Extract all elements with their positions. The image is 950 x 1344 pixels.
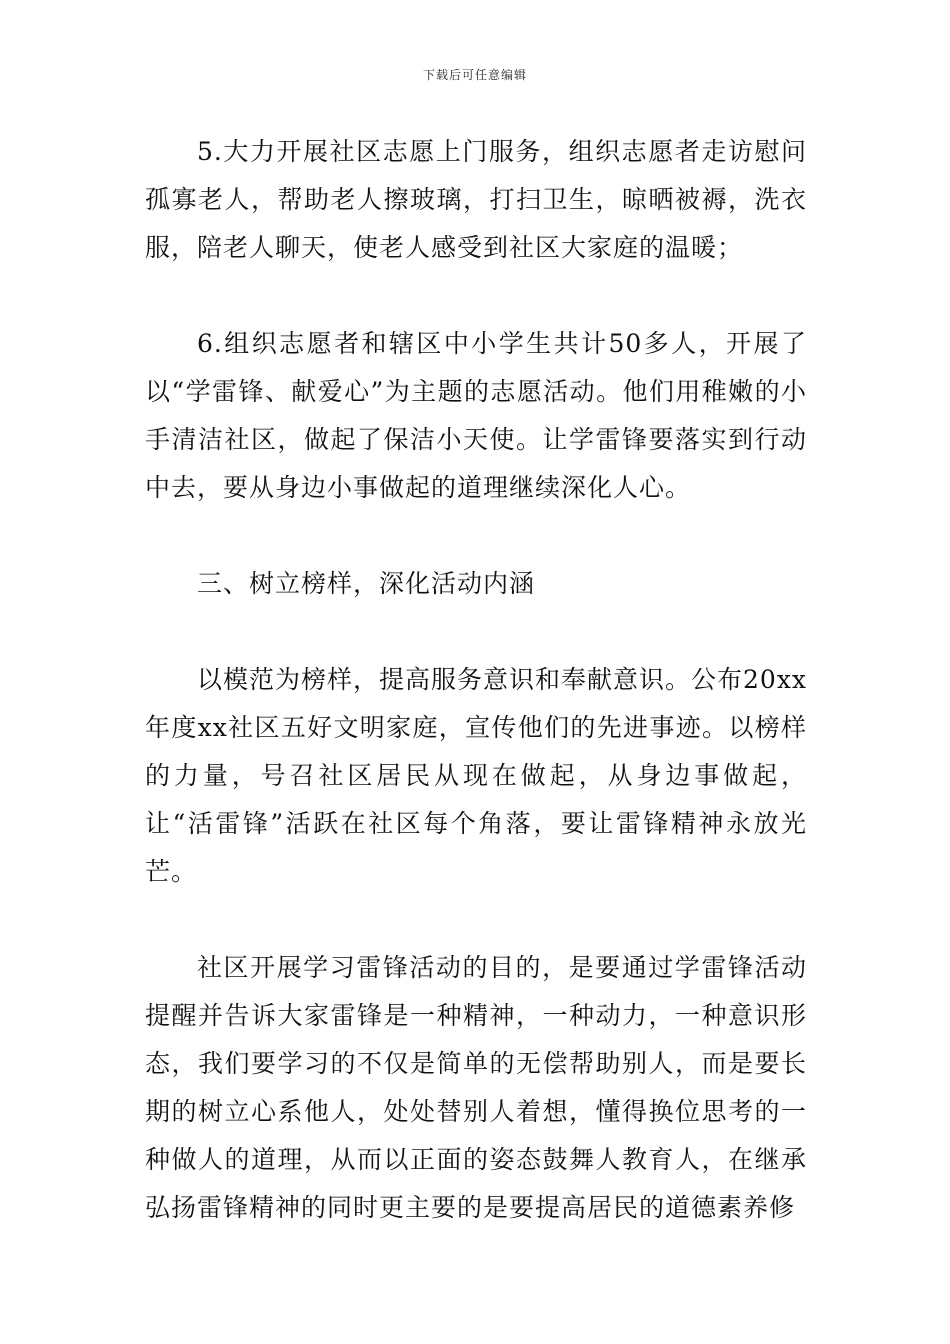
document-body [145,128,807,1232]
paragraph-item-5: 5.大力开展社区志愿上门服务，组织志愿者走访慰问孤寡老人，帮助老人擦玻璃，打扫卫生，晾晒被褥，洗衣服，陪老人聊天，使老人感受到社区大家庭的温暖； [145,137,807,262]
paragraph-gap [145,608,807,656]
paragraph-item-6: 6.组织志愿者和辖区中小学生共计50多人，开展了以“学雷锋、献爱心”为主题的志愿活动。他们用稚嫩的小手清洁社区，做起了保洁小天使。让学雷锋要落实到行动中去，要从身边小事做起的道理继续深化人心。 [145,329,807,502]
header-note: 下载后可任意编辑 [422,68,527,82]
paragraph-role-model: 以模范为榜样，提高服务意识和奉献意识。公布20xx年度xx社区五好文明家庭，宣传他们的先进事迹。以榜样的力量，号召社区居民从现在做起，从身边事做起，让“活雷锋”活跃在社区每个角落，要让雷锋精神永放光芒。 [145,665,808,886]
section-heading: 三、树立榜样，深化活动内涵 [197,569,536,598]
paragraph-gap [145,896,807,944]
paragraph-gap [145,272,807,320]
paragraph-gap [145,512,807,560]
paragraph-purpose: 社区开展学习雷锋活动的目的，是要通过学雷锋活动提醒并告诉大家雷锋是一种精神，一种动力，一种意识形态，我们要学习的不仅是简单的无偿帮助别人，而是要长期的树立心系他人，处处替别人着想，懂得换位思考的一种做人的道理，从而以正面的姿态鼓舞人教育人，在继承弘扬雷锋精神的同时更主要的是要提高居民的道德素养修 [145,953,807,1222]
